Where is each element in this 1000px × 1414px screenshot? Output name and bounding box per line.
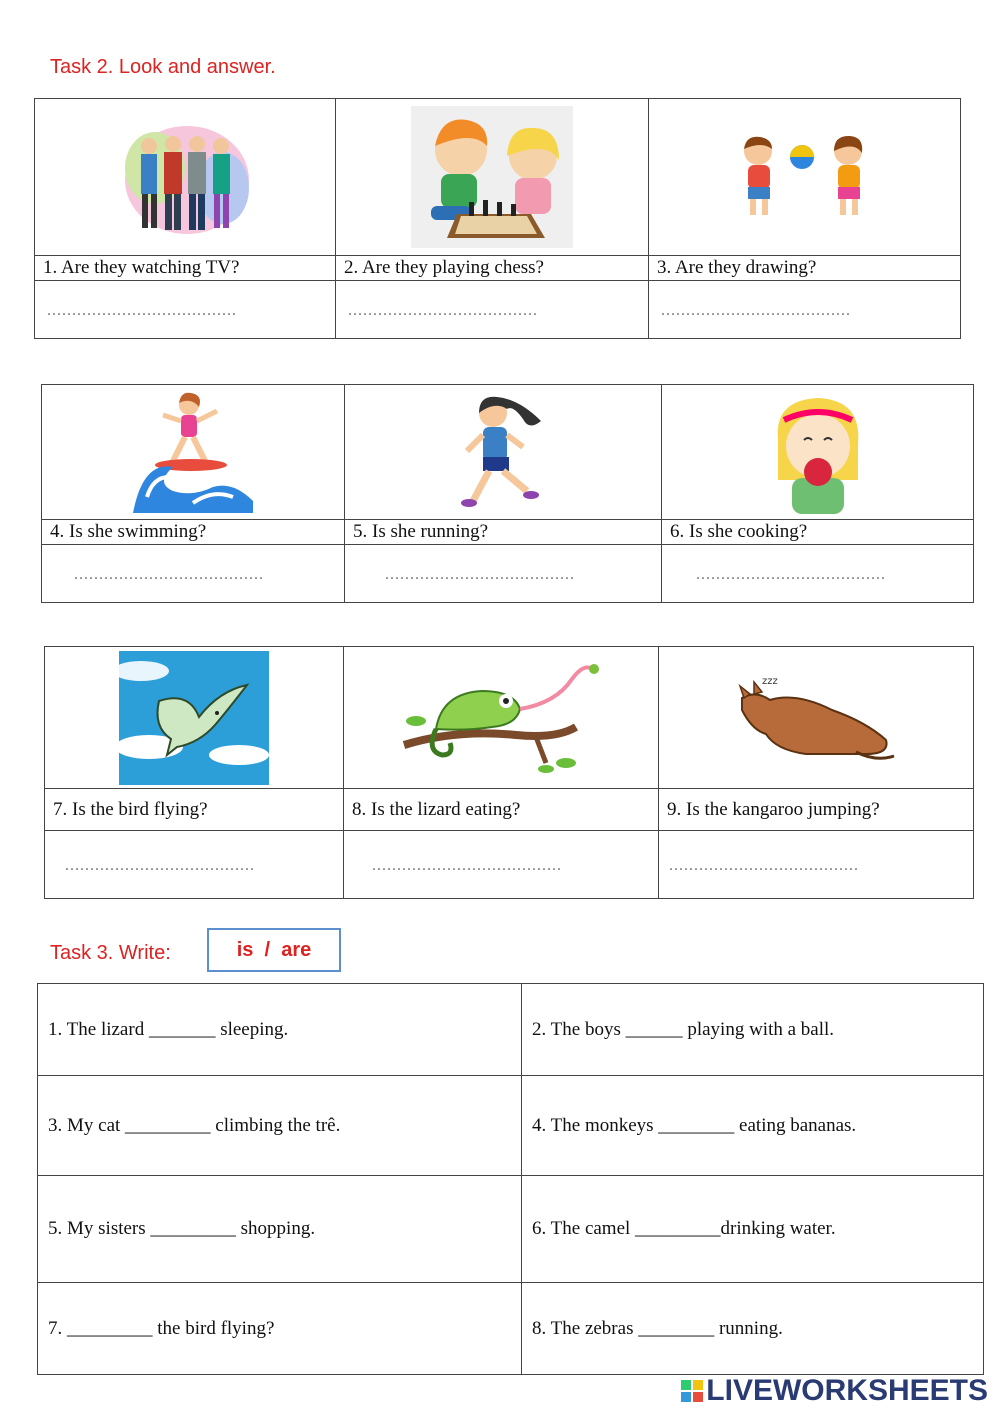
answer-input[interactable] <box>370 856 634 876</box>
fill-sentence[interactable]: 6. The camel _________drinking water. <box>522 1176 984 1283</box>
fill-sentence[interactable]: 8. The zebras ________ running. <box>522 1283 984 1375</box>
task3-table <box>37 983 984 1375</box>
answer-cell <box>649 281 961 339</box>
answer-cell <box>336 281 649 339</box>
task2-table-1 <box>34 98 961 339</box>
kids-chess-icon <box>411 106 573 248</box>
surfing-girl-icon <box>133 391 253 513</box>
fill-sentence[interactable]: 7. _________ the bird flying? <box>38 1283 522 1375</box>
svg-text:zzz: zzz <box>762 675 778 687</box>
answer-cell <box>659 831 974 899</box>
fill-sentence[interactable]: 5. My sisters _________ shopping. <box>38 1176 522 1283</box>
liveworksheets-badge-icon <box>681 1380 703 1402</box>
picture-cell <box>345 385 662 520</box>
picture-cell <box>344 647 659 789</box>
picture-cell <box>42 385 345 520</box>
answer-input[interactable] <box>667 856 971 876</box>
liveworksheets-logo <box>681 1374 988 1408</box>
question: 2. Are they playing chess? <box>336 256 649 281</box>
answer-cell <box>662 545 974 603</box>
question: 1. Are they watching TV? <box>35 256 336 281</box>
picture-cell <box>336 99 649 256</box>
question: 5. Is she running? <box>345 520 662 545</box>
answer-input[interactable] <box>72 565 336 585</box>
answer-cell <box>35 281 336 339</box>
chameleon-icon <box>396 659 606 777</box>
task2-table-3 <box>44 646 974 899</box>
kids-ball-icon <box>730 131 880 223</box>
picture-cell <box>45 647 344 789</box>
group-of-friends-icon <box>115 118 255 236</box>
question: 9. Is the kangaroo jumping? <box>659 789 974 831</box>
running-girl-icon <box>453 391 553 513</box>
picture-cell <box>35 99 336 256</box>
answer-cell <box>344 831 659 899</box>
question: 3. Are they drawing? <box>649 256 961 281</box>
question: 8. Is the lizard eating? <box>344 789 659 831</box>
answer-cell <box>45 831 344 899</box>
flying-bird-icon <box>119 651 269 785</box>
fill-sentence[interactable]: 3. My cat _________ climbing the trê. <box>38 1076 522 1176</box>
picture-cell <box>662 385 974 520</box>
answer-input[interactable] <box>63 856 327 876</box>
question: 6. Is she cooking? <box>662 520 974 545</box>
answer-cell <box>345 545 662 603</box>
answer-input[interactable] <box>694 565 958 585</box>
task2-title: Task 2. Look and answer. <box>50 56 276 78</box>
question: 4. Is she swimming? <box>42 520 345 545</box>
answer-input[interactable] <box>659 301 923 321</box>
task3-title: Task 3. Write: <box>50 942 171 964</box>
task2-table-2 <box>41 384 974 603</box>
word-choices: is / are <box>207 928 341 972</box>
sleeping-kangaroo-icon <box>736 670 896 766</box>
question: 7. Is the bird flying? <box>45 789 344 831</box>
fill-sentence[interactable]: 1. The lizard _______ sleeping. <box>38 984 522 1076</box>
logo-text: LIVEWORKSHEETS <box>706 1374 988 1407</box>
answer-input[interactable] <box>45 301 309 321</box>
fill-sentence[interactable]: 2. The boys ______ playing with a ball. <box>522 984 984 1076</box>
answer-input[interactable] <box>383 565 647 585</box>
picture-cell <box>649 99 961 256</box>
answer-input[interactable] <box>346 301 610 321</box>
picture-cell <box>659 647 974 789</box>
answer-cell <box>42 545 345 603</box>
fill-sentence[interactable]: 4. The monkeys ________ eating bananas. <box>522 1076 984 1176</box>
girl-eating-icon <box>770 390 866 514</box>
